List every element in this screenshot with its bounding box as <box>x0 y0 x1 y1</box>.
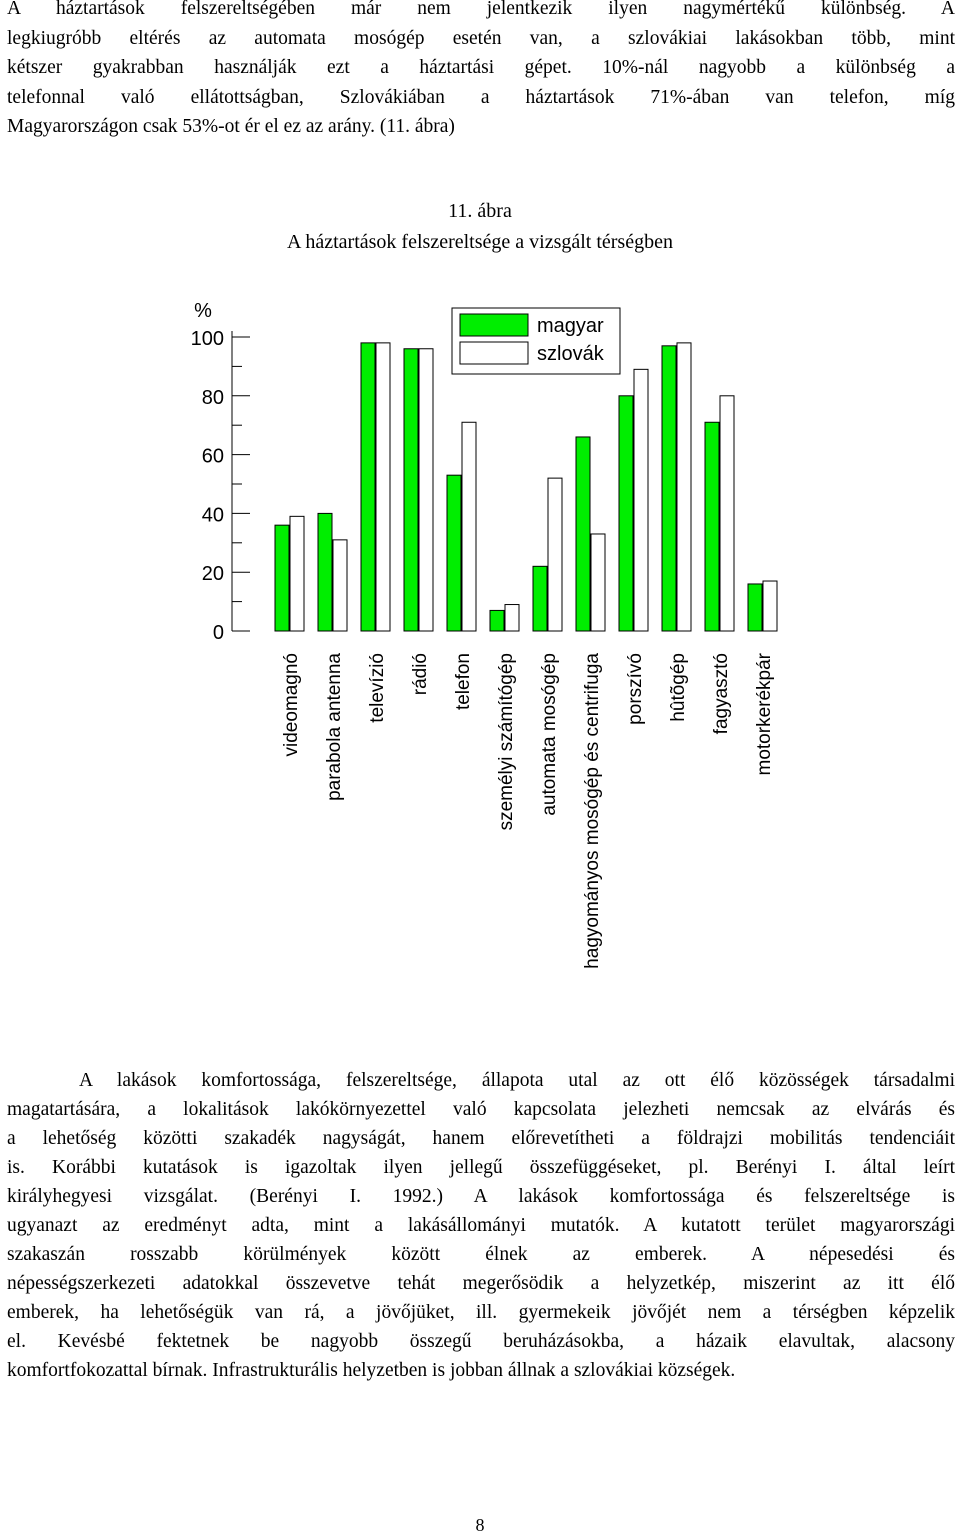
paragraph-line: kétszer gyakrabban használják ezt a háztartási gépet. 10%-nál nagyobb a különbség a <box>7 57 955 78</box>
bar-szlovák <box>462 422 476 631</box>
y-tick-label: 100 <box>190 328 224 350</box>
bar-szlovák <box>677 343 691 631</box>
page-number: 8 <box>475 1515 485 1535</box>
x-category-label: porszívó <box>625 653 646 725</box>
y-tick-label: 20 <box>201 563 224 586</box>
bar-magyar <box>748 584 762 631</box>
legend-swatch-magyar <box>460 314 528 336</box>
paragraph-line: is. Korábbi kutatások is igazoltak ilyen jellegű összefüggéseket, pl. Berényi I. által leírt <box>7 1157 955 1178</box>
y-tick-label: 80 <box>201 386 224 409</box>
bar-szlovák <box>376 343 390 631</box>
bar-szlovák <box>419 349 433 631</box>
x-category-label: automata mosógép <box>539 653 560 816</box>
paragraph-line: magatartására, a lokalitások lakókörnyezettel való kapcsolata jelezheti nemcsak az elvárás és <box>7 1099 955 1120</box>
paragraph-line: Magyarországon csak 53%-ot ér el ez az arány. (11. ábra) <box>7 116 455 137</box>
paragraph-line: ugyanazt az eredményt adta, mint a lakásállományi mutatók. A kutatott terület magyarországi <box>7 1215 955 1236</box>
paragraph-line: legkiugróbb eltérés az automata mosógép esetén van, a szlovákiai lakásokban több, mint <box>7 27 955 49</box>
bar-szlovák <box>591 534 605 631</box>
bar-magyar <box>619 396 633 631</box>
y-tick-label: 0 <box>212 622 224 644</box>
x-category-label: hûtõgép <box>668 653 689 722</box>
bar-szlovák <box>548 478 562 631</box>
x-category-label: motorkerékpár <box>754 653 775 776</box>
paragraph-line: emberek, ha lehetőségük van rá, a jövőjüket, ill. gyermekeik jövőjét nem a térségben képzelik <box>7 1302 955 1323</box>
x-category-label: televízió <box>367 653 388 723</box>
y-axis-label: % <box>194 300 212 322</box>
bar-szlovák <box>333 540 347 631</box>
legend-label: szlovák <box>537 343 604 365</box>
paragraph-line: királyhegyesi vizsgálat. (Berényi I. 1992.) A lakások komfortossága és felszereltsége is <box>7 1186 955 1207</box>
y-tick-label: 40 <box>201 504 224 527</box>
intro-paragraph <box>7 0 955 142</box>
legend-label: magyar <box>537 315 604 337</box>
paragraph-line: el. Kevésbé fektetnek be nagyobb összegű beruházásokba, a házaik elavultak, alacsony <box>7 1331 955 1352</box>
bar-magyar <box>404 349 418 631</box>
legend-swatch-szlovák <box>460 342 528 364</box>
bar-magyar <box>447 475 461 631</box>
bar-szlovák <box>505 605 519 631</box>
bar-magyar <box>361 343 375 631</box>
paragraph-line: telefonnal való ellátottságban, Szlovákiában a háztartások 71%-ában van telefon, míg <box>7 86 955 108</box>
figure-title: A háztartások felszereltsége a vizsgált térségben <box>287 231 673 253</box>
x-category-label: hagyományos mosógép és centrifuga <box>582 653 603 969</box>
x-category-label: rádió <box>410 653 431 696</box>
paragraph-line: A lakások komfortossága, felszereltsége, állapota utal az ott élő közösségek társadalmi <box>79 1070 955 1091</box>
bar-szlovák <box>634 369 648 631</box>
x-category-label: fagyasztó <box>711 653 732 735</box>
y-tick-label: 60 <box>201 445 224 468</box>
bar-magyar <box>490 610 504 631</box>
bar-magyar <box>662 346 676 631</box>
paragraph-line: komfortfokozattal bírnak. Infrastrukturális helyzetben is jobban állnak a szlovákiai községek. <box>7 1360 736 1381</box>
x-category-label: telefon <box>453 653 474 711</box>
bar-magyar <box>705 422 719 631</box>
bar-szlovák <box>763 581 777 631</box>
bar-szlovák <box>720 396 734 631</box>
paragraph-line: A háztartások felszereltségében már nem jelentkezik ilyen nagymértékű különbség. A <box>7 0 955 19</box>
paragraph-line: népességszerkezeti adatokkal összevetve tehát megerősödik a helyzetkép, miszerint az itt élő <box>7 1273 955 1294</box>
bar-magyar <box>318 513 332 631</box>
bar-szlovák <box>290 516 304 631</box>
x-category-label: videomagnó <box>281 653 302 757</box>
body-paragraph <box>7 1066 955 1385</box>
x-category-label: személyi számítógép <box>496 653 517 831</box>
paragraph-line: a lehetőség közötti szakadék nagyságát, hanem előrevetítheti a földrajzi mobilitás tendenciáit <box>7 1128 955 1149</box>
paragraph-line: szakaszán rosszabb körülmények között élnek az emberek. A népesedési és <box>7 1244 955 1265</box>
bar-magyar <box>533 566 547 631</box>
equipment-bar-chart <box>0 290 960 1050</box>
x-category-label: parabola antenna <box>324 653 345 801</box>
figure-number: 11. ábra <box>448 200 512 222</box>
bar-magyar <box>576 437 590 631</box>
bar-magyar <box>275 525 289 631</box>
